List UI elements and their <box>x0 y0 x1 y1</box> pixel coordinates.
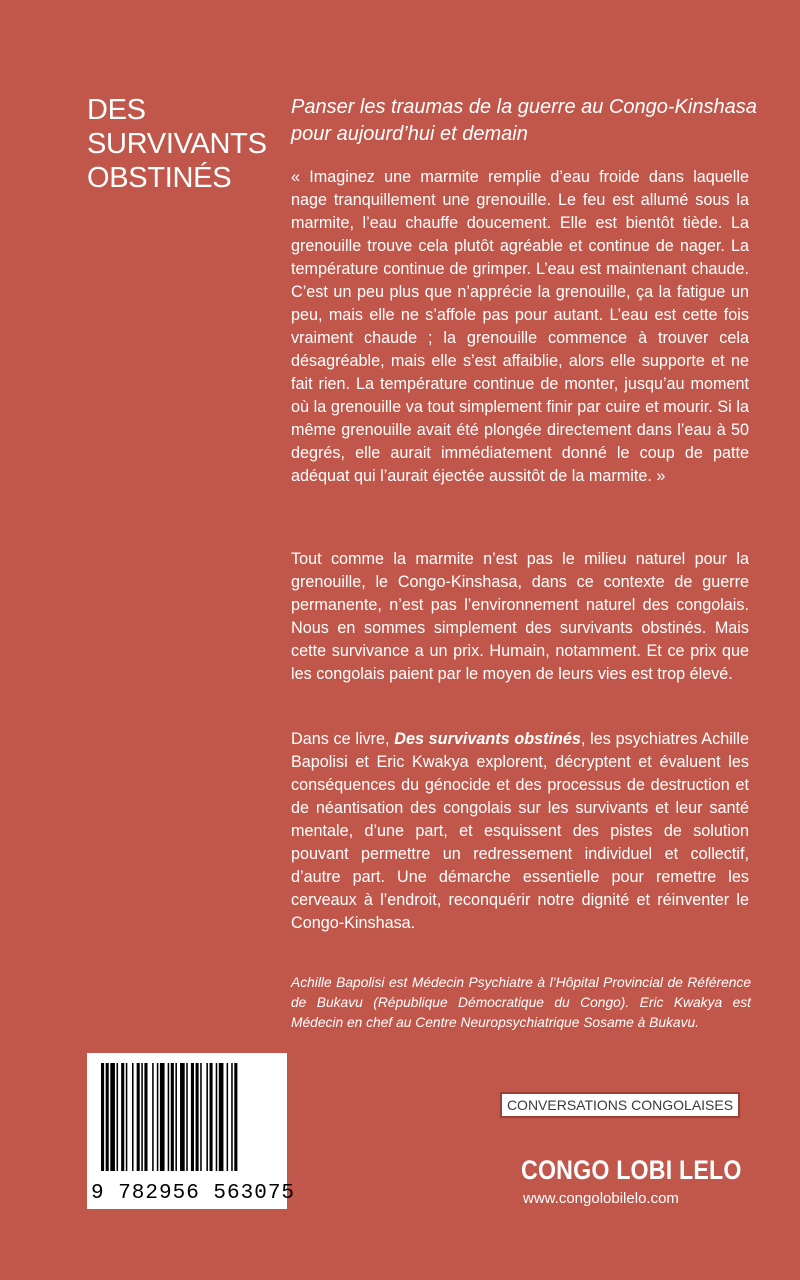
title-line-3: OBSTINÉS <box>87 162 232 194</box>
book-subtitle: Panser les traumas de la guerre au Congo-Kinshasa pour aujourd’hui et demain <box>291 96 757 145</box>
title-line-2: SURVIVANTS <box>87 128 267 160</box>
summary-book-title: Des survivants obstinés <box>394 730 581 748</box>
context-paragraph: Tout comme la marmite n’est pas le milieu naturel pour la grenouille, le Congo-Kinshasa, dans ce contexte de guerre permanente, n’est pas l’environnement naturel des congolais. Nous en sommes simplement des survivants obstinés. Mais cette survivance a un prix. Humain, notamment. Et ce prix que les congolais paient par le moyen de leurs vies est trop élevé. <box>291 550 749 683</box>
authors-bio: Achille Bapolisi est Médecin Psychiatre à l’Hôpital Provincial de Référence de Bukavu (République Démocratique du Congo). Eric Kwakya est Médecin en chef au Centre Neuropsychiatrique Sosame à Bukavu. <box>291 975 751 1030</box>
book-title <box>87 93 277 195</box>
publisher-logo: CONGO LOBI LELO <box>521 1155 742 1185</box>
quote-paragraph: « Imaginez une marmite remplie d’eau froide dans laquelle nage tranquillement une grenouille. Le feu est allumé sous la marmite, l’eau chauffe doucement. Elle est bientôt tiède. La grenouille trouve cela plutôt agréable et continue de nager. La température continue de grimper. L’eau est maintenant chaude. C’est un peu plus que n’apprécie la grenouille, ça la fatigue un peu, mais elle ne s’affole pas pour autant. L’eau est cette fois vraiment chaude ; la grenouille commence à trouver cela désagréable, mais elle s’est affaiblie, alors elle supporte et ne fait rien. La température continue de monter, jusqu’au moment où la grenouille va tout simplement finir par cuire et mourir. Si la même grenouille avait été plongée directement dans l’eau à 50 degrés, elle aurait immédiatement donné le coup de patte adéquat qui l’aurait éjectée aussitôt de la marmite. » <box>291 168 749 485</box>
summary-rest: , les psychiatres Achille Bapolisi et Eric Kwakya explorent, décryptent et évaluent les conséquences du génocide et des processus de destruction et de néantisation des congolais sur les survivants et leur santé mentale, d’une part, et esquissent des pistes de solution pouvant permettre un redressement individuel et collectif, d’autre part. Une démarche essentielle pour remettre les cerveaux à l’endroit, reconquérir notre dignité et réinventer le Congo-Kinshasa. <box>291 730 749 932</box>
summary-paragraph <box>291 728 749 935</box>
summary-intro: Dans ce livre, <box>291 730 395 748</box>
barcode-bars <box>101 1063 273 1171</box>
isbn-barcode <box>87 1053 296 1209</box>
title-line-1: DES <box>87 94 146 126</box>
publisher-website: www.congolobilelo.com <box>523 1190 679 1207</box>
series-label: CONVERSATIONS CONGOLAISES <box>500 1092 740 1118</box>
isbn-number: 9 782956 563075 <box>91 1182 296 1205</box>
